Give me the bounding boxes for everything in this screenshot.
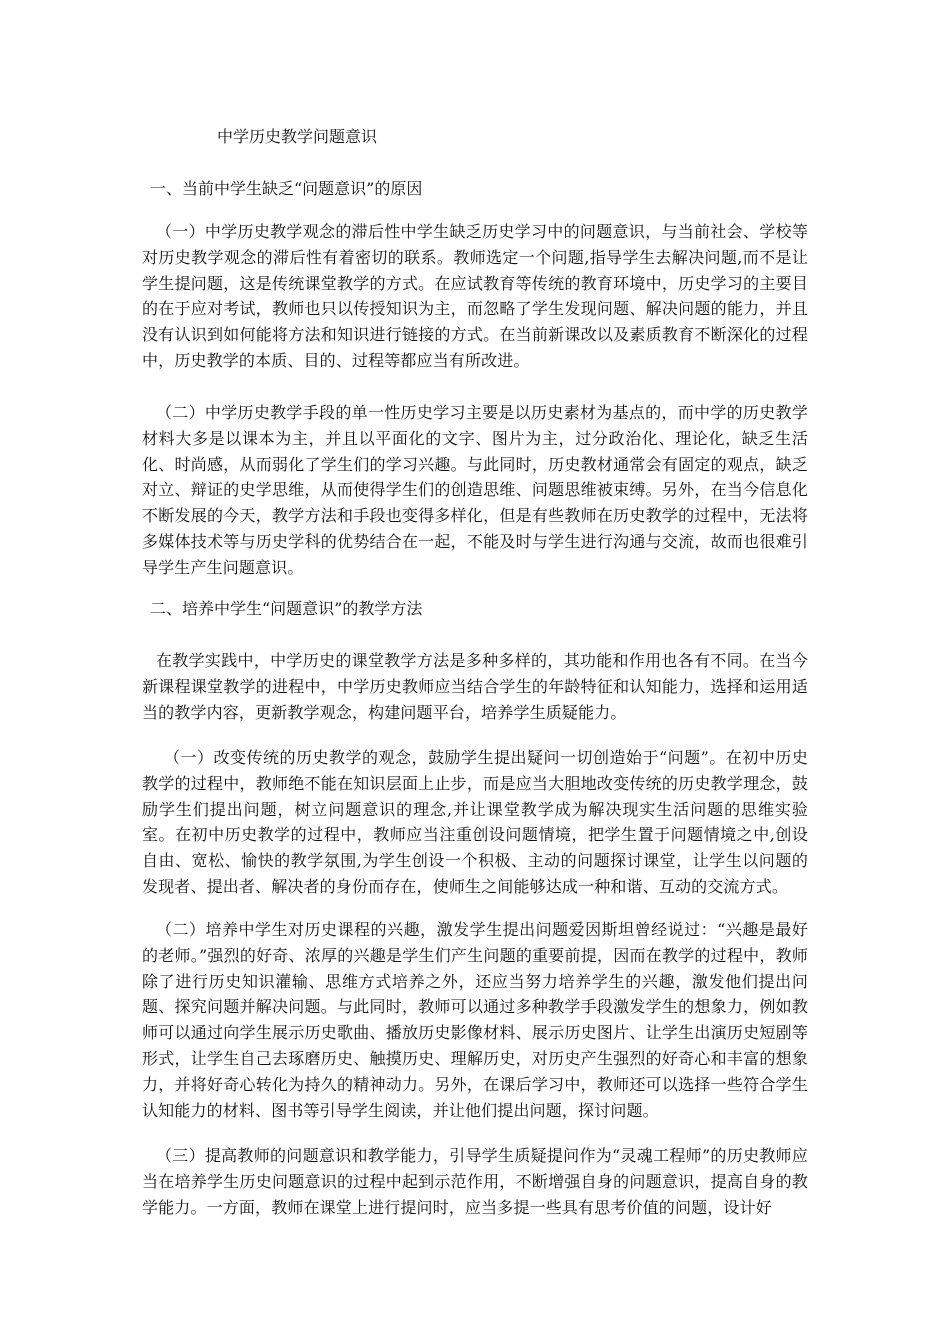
section-heading-2: 二、培养中学生“问题意识”的教学方法 [150, 599, 423, 618]
paragraph-2: （二）中学历史教学手段的单一性历史学习主要是以历史素材为基点的，而中学的历史教学材料大多是以课本为主，并且以平面化的文字、图片为主，过分政治化、理论化，缺乏生活化、时尚感，从而弱化了学生们的学习兴趣。与此同时，历史教材通常会有固定的观点，缺乏对立、辩证的史学思维，从而使得学生们的创造思维、问题思维被束缚。另外，在当今信息化不断发展的今天，教学方法和手段也变得多样化，但是有些教师在历史教学的过程中，无法将多媒体技术等与历史学科的优势结合在一起，不能及时与学生进行沟通与交流，故而也很难引导学生产生问题意识。 [142, 403, 808, 577]
paragraph-6: （三）提高教师的问题意识和教学能力，引导学生质疑提问作为“灵魂工程师”的历史教师应当在培养学生历史问题意识的过程中起到示范作用，不断增强自身的问题意识，提高自身的教学能力。一方面，教师在课堂上进行提问时，应当多提一些具有思考价值的问题，设计好 [142, 1146, 808, 1217]
paragraph-1: （一）中学历史教学观念的滞后性中学生缺乏历史学习中的问题意识，与当前社会、学校等对历史教学观念的滞后性有着密切的联系。教师选定一个问题,指导学生去解决问题,而不是让学生提问题，这是传统课堂教学的方式。在应试教育等传统的教育环境中，历史学习的主要目的在于应对考试，教师也只以传授知识为主，而忽略了学生发现问题、解决问题的能力，并且没有认识到如何能将方法和知识进行链接的方式。在当前新课改以及素质教育不断深化的过程中，历史教学的本质、目的、过程等都应当有所改进。 [142, 222, 808, 370]
paragraph-4: （一）改变传统的历史教学的观念，鼓励学生提出疑问一切创造始于“问题”。在初中历史教学的过程中，教师绝不能在知识层面上止步，而是应当大胆地改变传统的历史教学理念，鼓励学生们提出问题，树立问题意识的理念,并让课堂教学成为解决现实生活问题的思维实验室。在初中历史教学的过程中，教师应当注重创设问题情境，把学生置于问题情境之中,创设自由、宽松、愉快的教学氛围,为学生创设一个积极、主动的问题探讨课堂，让学生以问题的发现者、提出者、解决者的身份而存在，使师生之间能够达成一种和谐、互动的交流方式。 [142, 748, 808, 896]
paragraph-3: 在教学实践中，中学历史的课堂教学方法是多种多样的，其功能和作用也各有不同。在当今新课程课堂教学的进程中，中学历史教师应当结合学生的年龄特征和认知能力，选择和运用适当的教学内容，更新教学观念，构建问题平台，培养学生质疑能力。 [142, 651, 808, 722]
paragraph-5: （二）培养中学生对历史课程的兴趣，激发学生提出问题爱因斯坦曾经说过：“兴趣是最好的老师。”强烈的好奇、浓厚的兴趣是学生们产生问题的重要前提，因而在教学的过程中，教师除了进行历史知识灌输、思维方式培养之外，还应当努力培养学生的兴趣，激发他们提出问题、探究问题并解决问题。与此同时，教师可以通过多种教学手段激发学生的想象力，例如教师可以通过向学生展示历史歌曲、播放历史影像材料、展示历史图片、让学生出演历史短剧等形式，让学生自己去琢磨历史、触摸历史、理解历史，对历史产生强烈的好奇心和丰富的想象力，并将好奇心转化为持久的精神动力。另外，在课后学习中，教师还可以选择一些符合学生认知能力的材料、图书等引导学生阅读，并让他们提出问题，探讨问题。 [142, 920, 808, 1120]
section-heading-1: 一、当前中学生缺乏“问题意识”的原因 [150, 179, 423, 198]
document-title: 中学历史教学问题意识 [217, 127, 378, 146]
